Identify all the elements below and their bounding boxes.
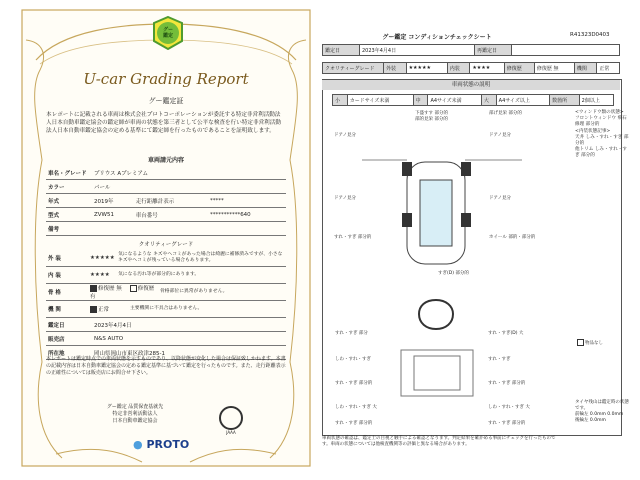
interior-stars: ★★★★ xyxy=(90,272,110,278)
repair-history-value: 修復歴 無 xyxy=(534,63,574,74)
mechanical-label: 機 関 xyxy=(48,307,61,313)
certificate-footer-text: 本レポートは鑑定時点での車両状態を示すものであり、以降状態が変化した場合は保証致しかねます。本書の記載内容は日本自動車鑑定協会の定める鑑定基準に基づいて鑑定を行ったものです。また、走行距離表示の正確性については販売店にお問合せ下さい。 xyxy=(46,356,286,376)
jaaa-label: JAAA xyxy=(226,430,236,435)
certificate-intro: 本レポートに記載される車両は株式会社プロトコーポレーションが委託する特定非営利活動法人日本自動車鑑定協会の鑑定師が車両の状態を第三者として公平な検査を行い特定非営利活動法人日本自動車鑑定協会の定める基準にて鑑定師を行ったものであることを証明致します。 xyxy=(46,112,281,134)
date-table xyxy=(322,44,620,56)
frame-options xyxy=(90,284,160,300)
quality-label: 外 装 xyxy=(48,256,61,262)
size-legend-cell: A4サイズ以上 xyxy=(496,95,549,106)
damage-note-bottom: すれ・すぎ(D) 大 xyxy=(488,331,524,336)
checkbox-legend xyxy=(577,339,617,347)
vehicle-extra-label: 走行距離計表示 xyxy=(134,194,208,208)
frame-label: 骨 格 xyxy=(48,290,61,296)
damage-note-bottom: すれ・すぎ 部分的 xyxy=(488,381,526,386)
quality-row xyxy=(323,63,620,74)
damage-note-top: すぎ(D) 部分的 xyxy=(438,271,469,276)
certificate-title: U-car Grading Report xyxy=(83,70,249,88)
window-interior-legend: <ウィンドウ類の状態> フロントウィンドウ 飛石修理 部分的 <内装状態記事> 天井 しみ・すれ・すぎ 部分的 他トリム しみ・すれ・すぎ 部分的 xyxy=(575,110,629,159)
damage-note-top: ドアノ見分 xyxy=(334,133,357,138)
mechanical-row xyxy=(46,301,286,318)
vehicle-row xyxy=(46,208,286,222)
sheet-footer-note: 車両状態の確認は、鑑定士の目視と触手による確認となります。判定結果を確かめる事前にチェックを行ったものです。車両の状態については他検査機関等の評価と異なる場合があります。 xyxy=(322,436,556,447)
size-legend-cell: A4サイズ未満 xyxy=(428,95,481,106)
location-label: 所在地 xyxy=(46,346,92,360)
damage-note-top: 部げ見栄 部分的 xyxy=(489,111,522,116)
vehicle-extra-value: ***** xyxy=(208,194,286,208)
unchecked-box-icon xyxy=(130,285,137,292)
mechanical-value: 正常 xyxy=(597,63,620,74)
mechanical-description: 主要機関に不具合はありません。 xyxy=(130,306,203,311)
inspector-block: グー鑑定 品質保査基就先 特定非営利活動法人 日本自動車鑑定協会 xyxy=(106,404,164,424)
damage-note-bottom: すれ・すぎ xyxy=(488,357,511,362)
damage-note-top: ドアノ見分 xyxy=(489,133,512,138)
condition-section-title: 車両状態の説明 xyxy=(322,80,620,90)
vehicle-row xyxy=(46,194,286,208)
date-row xyxy=(323,45,620,56)
vehicle-extra-value: ***********640 xyxy=(208,208,286,222)
damage-note-top: 下盛すす 部分的 部的見栄 部分的 xyxy=(415,111,448,122)
size-legend-cell: 2個以上 xyxy=(579,95,613,106)
date-value: 2023年4月4日 xyxy=(92,318,286,332)
damage-note-bottom: すれ・すぎ 部分的 xyxy=(335,381,373,386)
damage-note-bottom: しわ・すれ・すぎ xyxy=(335,357,371,362)
mechanical-options xyxy=(90,305,130,313)
size-legend-cell: 中 xyxy=(413,95,428,106)
vehicle-value: 2019年 xyxy=(92,194,134,208)
size-legend-cell: 数箇所 xyxy=(550,95,580,106)
row1-label: 鑑定日 xyxy=(323,45,360,56)
vehicle-table xyxy=(46,166,286,236)
size-legend-row xyxy=(333,95,614,106)
date-row xyxy=(46,318,286,332)
quality-grade-label: クオリティーグレード xyxy=(323,63,384,74)
checkbox-label: 物品なし xyxy=(585,341,603,346)
tire-note: タイヤ残山は鑑定時の状態です。 前輪左 0.0mm 0.0mm 後輪左 0.0mm xyxy=(575,400,629,423)
vehicle-row xyxy=(46,180,286,194)
damage-note-top: すれ・すぎ 部分的 xyxy=(334,235,372,240)
damage-note-top: ドアノ見分 xyxy=(489,196,512,201)
dealer-table xyxy=(46,318,286,360)
size-legend-cell: 小 xyxy=(333,95,348,106)
frame-option: 修復歴 無 xyxy=(98,286,122,292)
damage-note-bottom: すれ・すぎ 部分的 xyxy=(335,421,373,426)
quality-section-title: クオリティーグレード xyxy=(138,242,194,248)
condition-sheet-title: グー鑑定 コンディションチェックシート xyxy=(382,34,492,41)
vehicle-row xyxy=(46,222,286,236)
exterior-quality-row xyxy=(46,250,286,267)
jaaa-logo xyxy=(216,406,246,435)
mechanical-label: 機関 xyxy=(574,63,597,74)
dealer-label: 販売店 xyxy=(46,332,92,346)
frame-description: 骨格部位に異常がありません。 xyxy=(160,289,228,294)
interior-label: 内装 xyxy=(447,63,470,74)
proto-label: PROTO xyxy=(146,438,190,451)
row1-value xyxy=(512,45,620,56)
size-legend-table xyxy=(332,94,614,106)
frame-row xyxy=(46,284,286,301)
location-value: 岡山県岡山市東区政津285-1 xyxy=(92,346,286,360)
repair-history-label: 修復歴 xyxy=(504,63,534,74)
row1-value: 2023年4月4日 xyxy=(360,45,475,56)
sheet-number: R41323D0403 xyxy=(570,32,610,38)
size-legend-cell: 大 xyxy=(481,95,496,106)
badge-label: グー 鑑定 xyxy=(162,27,173,39)
quality-description: 気になるような キズやヘコミがあった場合は綺麗に補修済みですが、小さなキズやヘコミが残っている場合もあります。 xyxy=(118,252,283,263)
damage-note-top: ドアノ見分 xyxy=(334,196,357,201)
mechanical-option: 正常 xyxy=(98,307,110,313)
dealer-row xyxy=(46,332,286,346)
damage-note-bottom: しわ・すれ・すぎ 大 xyxy=(335,405,377,410)
exterior-stars: ★★★★★ xyxy=(90,255,115,261)
vehicle-row xyxy=(46,166,286,180)
damage-note-bottom: すれ・すぎ 部分 xyxy=(335,331,368,336)
jaaa-emblem-icon xyxy=(219,406,243,430)
vehicle-value: パール xyxy=(92,180,286,194)
vehicle-label: 年式 xyxy=(46,194,92,208)
damage-note-bottom: すれ・すぎ 部分的 xyxy=(488,421,526,426)
certificate-subtitle: グー鑑定証 xyxy=(148,97,184,105)
damage-note-top: ホイール 部的・部分的 xyxy=(489,235,536,240)
vehicle-value: プリウス Aプレミアム xyxy=(92,166,286,180)
vehicle-label: 車名・グレード xyxy=(46,166,92,180)
vehicle-value xyxy=(92,222,286,236)
dealer-value: N&S AUTO xyxy=(92,332,286,346)
row1-label: 再鑑定日 xyxy=(475,45,512,56)
quality-table xyxy=(322,62,620,74)
checked-box-icon xyxy=(90,306,97,313)
checkbox-icon xyxy=(577,339,584,346)
checked-box-icon xyxy=(90,285,97,292)
vehicle-label: 備考 xyxy=(46,222,92,236)
vehicle-value: ZVW51 xyxy=(92,208,134,222)
quality-description: 気になる汚れ等が部分的にあります。 xyxy=(118,272,200,277)
vehicle-extra-label: 車台番号 xyxy=(134,208,208,222)
interior-value: ★★★★ xyxy=(470,63,504,74)
quality-label: 内 装 xyxy=(48,273,61,279)
proto-logo xyxy=(133,438,213,451)
exterior-value: ★★★★★ xyxy=(406,63,447,74)
exterior-label: 外装 xyxy=(384,63,407,74)
vehicle-section-title: 車両請元内容 xyxy=(147,157,184,164)
date-label: 鑑定日 xyxy=(46,318,92,332)
size-legend-cell: カードサイズ未満 xyxy=(347,95,413,106)
vehicle-label: 型式 xyxy=(46,208,92,222)
vehicle-label: カラー xyxy=(46,180,92,194)
vehicle-details-section xyxy=(46,155,286,360)
interior-quality-row xyxy=(46,267,286,284)
damage-note-bottom: しわ・すれ・すぎ 大 xyxy=(488,405,530,410)
frame-option: 修復歴 有 xyxy=(90,286,155,300)
grading-certificate xyxy=(18,6,314,470)
proto-mark-icon: ● xyxy=(133,438,143,451)
